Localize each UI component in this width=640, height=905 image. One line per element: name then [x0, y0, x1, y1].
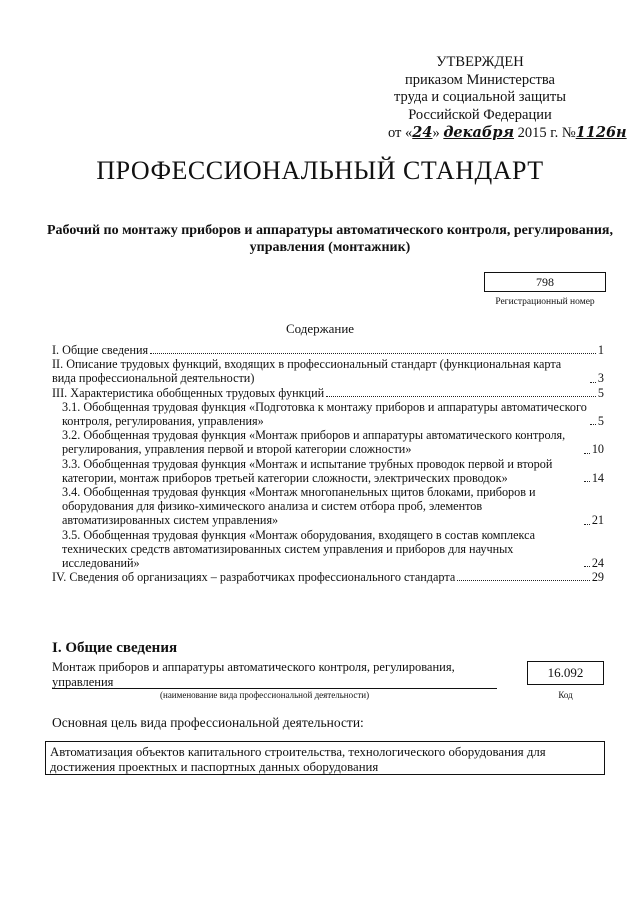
- document-title: ПРОФЕССИОНАЛЬНЫЙ СТАНДАРТ: [96, 156, 544, 185]
- toc-item[interactable]: [52, 400, 604, 428]
- registration-number-label: Регистрационный номер: [495, 297, 595, 307]
- toc-item[interactable]: [52, 343, 604, 357]
- toc-item[interactable]: [52, 386, 604, 400]
- toc-item-page: 21: [591, 513, 604, 528]
- toc-item-page: 14: [591, 470, 604, 485]
- order-prefix: от «: [388, 125, 413, 141]
- order-mid-1: »: [432, 125, 444, 141]
- table-of-contents: [52, 343, 604, 584]
- section-heading-general: I. Общие сведения: [52, 640, 178, 656]
- toc-item-page: 24: [591, 556, 604, 571]
- toc-item-page: 5: [597, 385, 604, 400]
- toc-item-page: 29: [591, 570, 604, 585]
- toc-item[interactable]: [52, 485, 604, 528]
- toc-leader-dots: [590, 382, 596, 383]
- toc-item-text: 3.1. Обобщенная трудовая функция «Подготовка к монтажу приборов и аппаратуры автоматического контроля, регулирования, управления»: [62, 399, 587, 429]
- toc-item-page: 1: [597, 343, 604, 357]
- standard-subtitle: Рабочий по монтажу приборов и аппаратуры автоматического контроля, регулирования, управления (монтажник): [46, 223, 613, 255]
- approval-line-3: труда и социальной защиты: [394, 89, 566, 105]
- order-date-line: [388, 124, 627, 143]
- toc-leader-dots: [584, 453, 590, 454]
- toc-leader-dots: [584, 481, 590, 482]
- toc-item-page: 3: [597, 371, 604, 386]
- toc-item[interactable]: [52, 428, 604, 456]
- toc-item[interactable]: [52, 457, 604, 485]
- contents-heading: Содержание: [285, 321, 355, 336]
- toc-leader-dots: [590, 424, 596, 425]
- approval-line-4: Российской Федерации: [408, 106, 552, 123]
- activity-name: Монтаж приборов и аппаратуры автоматического контроля, регулирования, управления: [52, 660, 455, 689]
- order-day: 24: [412, 124, 433, 141]
- toc-item[interactable]: [52, 528, 604, 571]
- toc-item-text: 3.2. Обобщенная трудовая функция «Монтаж приборов и аппаратуры автоматического контроля, регулирования, управления первой и второй категории сложности»: [62, 428, 566, 457]
- toc-item-page: 5: [597, 414, 604, 429]
- activity-code-caption: Код: [558, 690, 573, 700]
- goal-box: Автоматизация объектов капитального строительства, технологического оборудования для достижения проектных и паспортных данных оборудования: [45, 741, 605, 775]
- activity-underline: [52, 688, 497, 689]
- activity-caption: (наименование вида профессиональной деятельности): [160, 690, 370, 700]
- toc-leader-dots: [457, 580, 590, 581]
- toc-leader-dots: [584, 524, 590, 525]
- approval-block: [380, 54, 627, 143]
- toc-item-text: III. Характеристика обобщенных трудовых функций: [52, 385, 325, 400]
- toc-item-text: 3.3. Обобщенная трудовая функция «Монтаж и испытание трубных проводок первой и второй категории, монтаж приборов третьей категории сложности, электрических проводок»: [62, 456, 553, 485]
- toc-item-page: 10: [591, 442, 604, 457]
- toc-item[interactable]: [52, 357, 604, 385]
- toc-leader-dots: [326, 396, 596, 397]
- activity-code-box: 16.092: [527, 661, 604, 685]
- toc-item-text: IV. Сведения об организациях – разработчиках профессионального стандарта: [52, 570, 456, 585]
- toc-leader-dots: [150, 353, 596, 354]
- order-mid-2: 2015 г. №: [514, 125, 576, 141]
- toc-item-text: 3.4. Обобщенная трудовая функция «Монтаж многопанельных щитов блоками, приборов и оборудования для физико-химического анализа и систем отбора проб, элементов автоматизированных систем управления»: [62, 485, 536, 528]
- toc-item-text: I. Общие сведения: [52, 343, 149, 357]
- order-number: 1126н: [575, 124, 627, 141]
- registration-number-box: 798: [484, 272, 606, 292]
- toc-leader-dots: [584, 566, 590, 567]
- approval-line-2: приказом Министерства: [405, 71, 555, 88]
- goal-label: Основная цель вида профессиональной деятельности:: [52, 715, 364, 730]
- toc-item-text: 3.5. Обобщенная трудовая функция «Монтаж оборудования, входящего в состав комплекса технических средств автоматизированных систем управления и приборов для научных исследований»: [62, 527, 536, 571]
- approval-line-1: УТВЕРЖДЕН: [436, 54, 524, 70]
- order-month: декабря: [443, 124, 515, 141]
- toc-item-text: II. Описание трудовых функций, входящих в профессиональный стандарт (функциональная карта вида профессиональной деятельности): [52, 357, 562, 386]
- toc-item[interactable]: [52, 570, 604, 584]
